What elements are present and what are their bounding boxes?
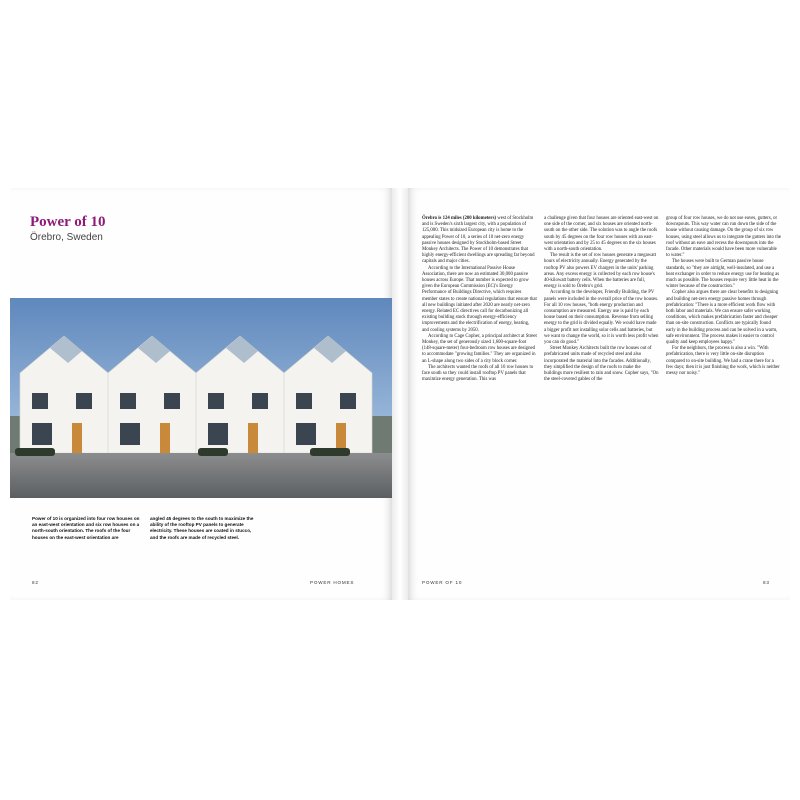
- running-head-right: POWER OF 10: [422, 580, 463, 585]
- text-column-1: [422, 216, 537, 383]
- paragraph: The houses were built to German passive house standards, so "they are airtight, well-insulated, and use a heat exchanger in order to reduce energy use for heating as much as possible. The houses require very little heat in the winter because of the construction.": [666, 259, 780, 290]
- page-number-right: 83: [763, 580, 770, 585]
- photo-illustration: [10, 298, 392, 498]
- paragraph: The architects wanted the roofs of all 10 row houses to face south so they could install rooftop PV panels that maximize energy generation. This was: [422, 364, 534, 383]
- left-page: [10, 188, 392, 600]
- book-spread: [10, 188, 790, 600]
- paragraph: For the neighbors, the process is also a win. "With prefabrication, there is very little on-site disruption compared to on-site building. We had a crane there for a few days; then it is just finishing the work, which is neither messy nor noisy.": [666, 346, 780, 377]
- paragraph: a challenge given that four houses are oriented east-west on one side of the corner, and six houses are oriented north-south on the other side. The solution was to angle the roofs south by 45 degrees on the four row houses with an east-west orientation and by 25 to 45 degrees on the six houses with a north-south orientation.: [544, 216, 659, 253]
- text-column-2: [544, 216, 659, 383]
- paragraph: The result is the set of row houses generate a megawatt hours of electricity annually. Energy generated by the rooftop PV also powers EV chargers in the units' parking areas. Any excess energy is collected by each row house's 40-kilowatt battery cells. When the batteries are full, energy is sold to Örebro's grid.: [544, 253, 657, 290]
- page-number-left: 82: [32, 580, 39, 585]
- paragraph: Street Monkey Architects built the row houses out of prefabricated units made of recycled steel and also incorporated the material into the facades. Additionally, they simplified the design of the roofs to make the buildings more resilient to rain and snow. Copher says, "On the steel-covered gables of the: [544, 346, 659, 383]
- paragraph: According to Cage Copher, a principal architect at Street Monkey, the set of generously sized 1,600-square-foot (148-square-meter) four-bedroom row houses are designed to accommodate "growing families." They are organized in an L-shape along two sides of a city block corner.: [422, 333, 537, 364]
- paragraph: Copher also argues there are clear benefits to designing and building net-zero energy passive homes through prefabrication: "There is a more efficient work flow with both labor and materials. We can ensure safer working conditions, which makes prefabrication faster and cheaper than on-site construction. Conflicts are typically found early in the building process and can be solved in a warm, safe environment. The process makes it easier to control quality and keep employees happy.": [666, 290, 779, 346]
- row-houses-photo: [10, 298, 392, 498]
- page-subtitle: Örebro, Sweden: [30, 232, 103, 243]
- book-gutter: [392, 188, 408, 600]
- right-page: [408, 188, 790, 600]
- paragraph: group of four row houses, we do not use eaves, gutters, or downspouts. This way water can run down the side of the house without causing damage. On the group of six row houses, using steel allows us to integrate the gutters into the roof without an eave and recess the downspouts into the facade. Other materials would have been more vulnerable to water.": [666, 216, 781, 259]
- paragraph: According to the International Passive House Association, there are now an estimated 30,000 passive houses across Europe. That number is expected to grow given the European Commission (EC)'s Energy Performance of Buildings Directive, which requires member states to create national regulations that ensure that all new buildings initiated after 2020 are nearly net-zero energy. Related EC directives call for decarbonizing all existing building stock through energy-efficiency improvements and the electrification of energy, heating, and cooling systems by 2050.: [422, 265, 537, 333]
- paragraph: west of Stockholm and is Sweden's sixth largest city, with a population of 125,000. This midsized European city is home to the appealing Power of 10, a series of 10 net-zero energy passive houses designed by Stockholm-based Street Monkey Architects. The Power of 10 demonstrates that highly energy-efficient dwellings are spreading far beyond capitals and major cities.: [422, 216, 535, 265]
- text-column-3: [666, 216, 781, 377]
- photo-caption-col2: angled 45 degrees to the south to maximize the ability of the rooftop PV panels to generate electricity. These houses are coated in stucco, and the roofs are made of recycled steel.: [150, 516, 254, 540]
- paragraph: According to the developer, Friendly Building, the PV panels were included in the overall price of the row houses. For all 10 row houses, "both energy production and consumption are measured. Energy use is paid by each house based on their consumption. Revenue from selling energy to the grid is divided equally. We would have made a bigger profit not installing solar cells and batteries, but we want to change the world, so it is worth less profit when you can do good.": [544, 290, 659, 346]
- running-head-left: POWER HOMES: [310, 580, 355, 585]
- photo-caption-col1: Power of 10 is organized into four row houses on an east-west orientation and six row houses on a north-south orientation. The roofs of the four houses on the east-west orientation are: [32, 516, 140, 540]
- page-title: Power of 10: [30, 214, 106, 230]
- lead-in: Örebro is 124 miles (200 kilometers): [422, 216, 497, 221]
